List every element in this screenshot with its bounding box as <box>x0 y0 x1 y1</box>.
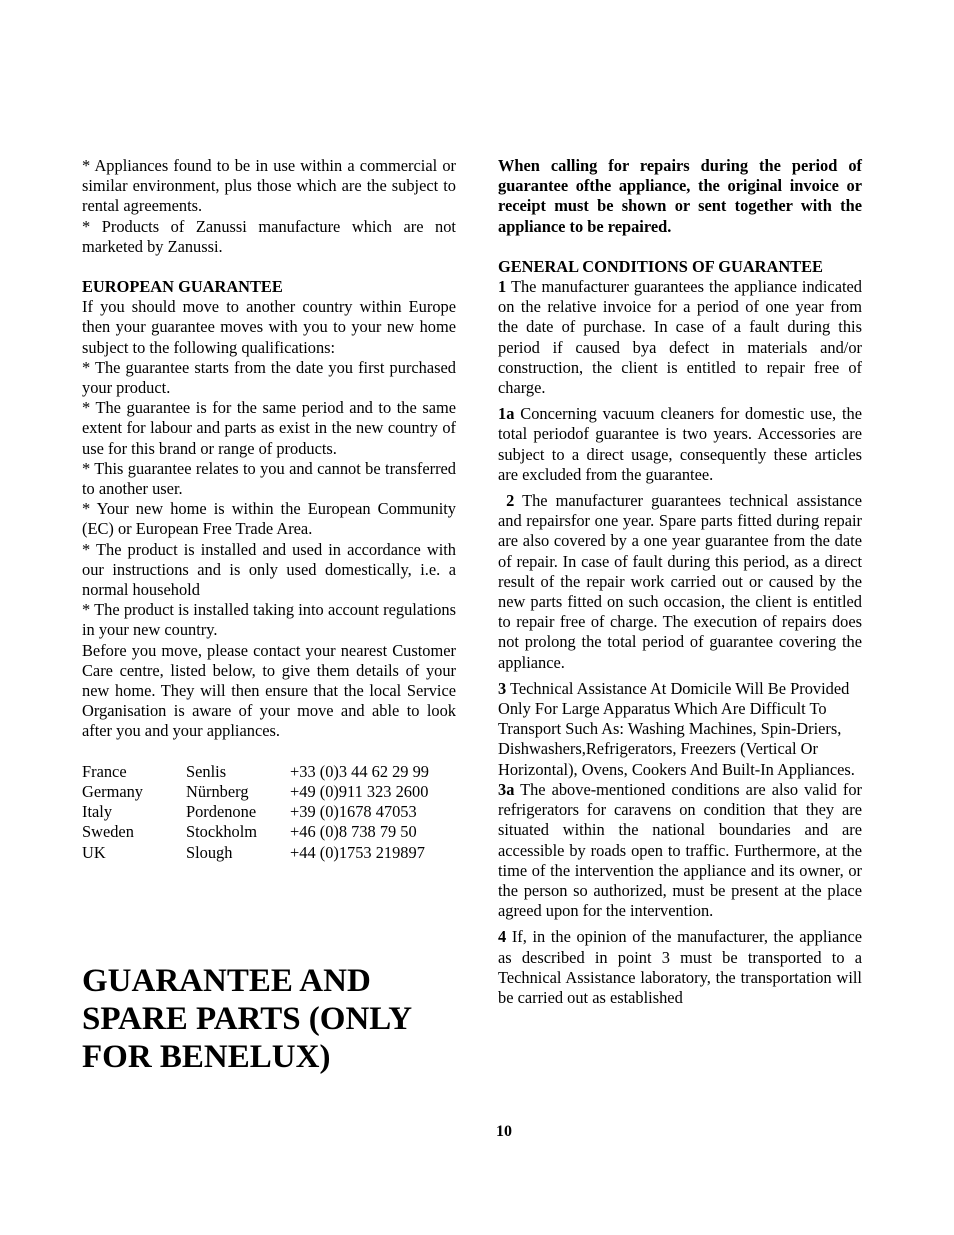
condition-text: The manufacturer guarantees technical assistance and repairsfor one year. Spare parts fitted during repair are also covered by a one year guarantee from the date of repair. In case of fault during this period, as a direct result of the repair work carried out or caused by the new parts fitted on such occasion, the client is entitled to repair free of charge. The execution of repairs does not prolong the total period of guarantee covering the appliance. <box>498 491 862 672</box>
contact-country: UK <box>82 842 106 862</box>
left-column <box>82 156 456 863</box>
contact-phone: +44 (0)1753 219897 <box>290 842 425 862</box>
table-row <box>82 762 429 782</box>
condition-number: 3 <box>498 678 507 698</box>
qualification-item: * This guarantee relates to you and cannot be transferred to another user. <box>82 458 456 499</box>
customer-care-table <box>82 762 429 863</box>
condition-item-1a <box>498 404 862 485</box>
qualification-item: * The product is installed taking into account regulations in your new country. <box>82 600 456 640</box>
contact-country: Italy <box>82 802 113 822</box>
contact-city: Pordenone <box>186 802 257 822</box>
contact-city: Senlis <box>186 761 227 781</box>
qualification-item: * Your new home is within the European Community (EC) or European Free Trade Area. <box>82 499 456 539</box>
contact-city: Nürnberg <box>186 781 249 801</box>
qualification-item: * The product is installed and used in accordance with our instructions and is only used domestically, i.e. a normal household <box>82 539 456 600</box>
calling-for-repairs-note: When calling for repairs during the period of guarantee ofthe appliance, the original invoice or receipt must be shown or sent together with the appliance to be repaired. <box>498 156 862 236</box>
table-row <box>82 822 429 842</box>
contact-phone: +49 (0)911 323 2600 <box>290 781 429 801</box>
condition-number: 3a <box>498 779 515 799</box>
table-row <box>82 843 429 863</box>
condition-number: 2 <box>498 491 515 511</box>
condition-item-3 <box>498 679 862 780</box>
page-number: 10 <box>496 1123 512 1140</box>
exclusion-commercial: * Appliances found to be in use within a commercial or similar environment, plus those which are the subject to rental agreements. <box>82 156 456 216</box>
condition-item-1 <box>498 277 862 398</box>
contact-phone: +46 (0)8 738 79 50 <box>290 822 417 842</box>
contact-city: Stockholm <box>186 822 258 842</box>
condition-item-3a <box>498 780 862 921</box>
condition-text: The above-mentioned conditions are also valid for refrigerators for caravens on condition that they are situated within the national boundaries and are accessible by roads open to traffic. Furthermore, at the time of the intervention the appliance and its owner, or the person so authorized, must be present at the place agreed upon for the intervention. <box>498 779 862 921</box>
condition-number: 1a <box>498 404 515 424</box>
general-conditions-heading: GENERAL CONDITIONS OF GUARANTEE <box>498 256 823 276</box>
contact-phone: +33 (0)3 44 62 29 99 <box>290 761 429 781</box>
european-guarantee-heading: EUROPEAN GUARANTEE <box>82 277 283 297</box>
condition-text: If, in the opinion of the manufacturer, the appliance as described in point 3 must be transported to a Technical Assistance laboratory, the transportation will be carried out as established <box>498 927 862 1007</box>
contact-country: Sweden <box>82 822 134 842</box>
contact-city: Slough <box>186 842 233 862</box>
contact-country: Germany <box>82 781 143 801</box>
condition-number: 4 <box>498 927 507 947</box>
table-row <box>82 782 429 802</box>
european-guarantee-intro: If you should move to another country within Europe then your guarantee moves with you to your new home subject to the following qualifications: <box>82 297 456 357</box>
condition-text: The manufacturer guarantees the appliance indicated on the relative invoice for a period of one year from the date of purchase. In case of a fault during this period if caused bya defect in materials and/or construction, the client is entitled to repair free of charge. <box>498 277 862 398</box>
contact-country: France <box>82 761 127 781</box>
right-column <box>498 156 862 1008</box>
exclusion-non-zanussi: * Products of Zanussi manufacture which are not marketed by Zanussi. <box>82 216 456 256</box>
condition-text: Technical Assistance At Domicile Will Be Provided Only For Large Apparatus Which Are Difficult To Transport Such As: Washing Machines, Spin-Driers, Dishwashers,Refrigerators, Freezers (Vertical Or Horizontal), Ovens, Cookers And Built-In Appliances. <box>498 678 855 779</box>
contact-phone: +39 (0)1678 47053 <box>290 802 417 822</box>
qualification-item: * The guarantee is for the same period and to the same extent for labour and parts as exist in the new country of use for this brand or range of products. <box>82 398 456 458</box>
condition-item-2 <box>498 491 862 673</box>
section-title: GUARANTEE AND SPARE PARTS (ONLY FOR BENELUX) <box>82 963 411 1075</box>
condition-item-4 <box>498 927 862 1008</box>
before-move-paragraph: Before you move, please contact your nearest Customer Care centre, listed below, to give them details of your new home. They will then ensure that the local Service Organisation is aware of your move and able to look after you and your appliances. <box>82 640 456 741</box>
condition-number: 1 <box>498 277 507 297</box>
condition-text: Concerning vacuum cleaners for domestic use, the total periodof guarantee is two years. Accessories are subject to a direct usage, consequently these articles are excluded from the guarantee. <box>498 404 862 484</box>
qualification-item: * The guarantee starts from the date you first purchased your product. <box>82 357 456 398</box>
table-row <box>82 802 429 822</box>
